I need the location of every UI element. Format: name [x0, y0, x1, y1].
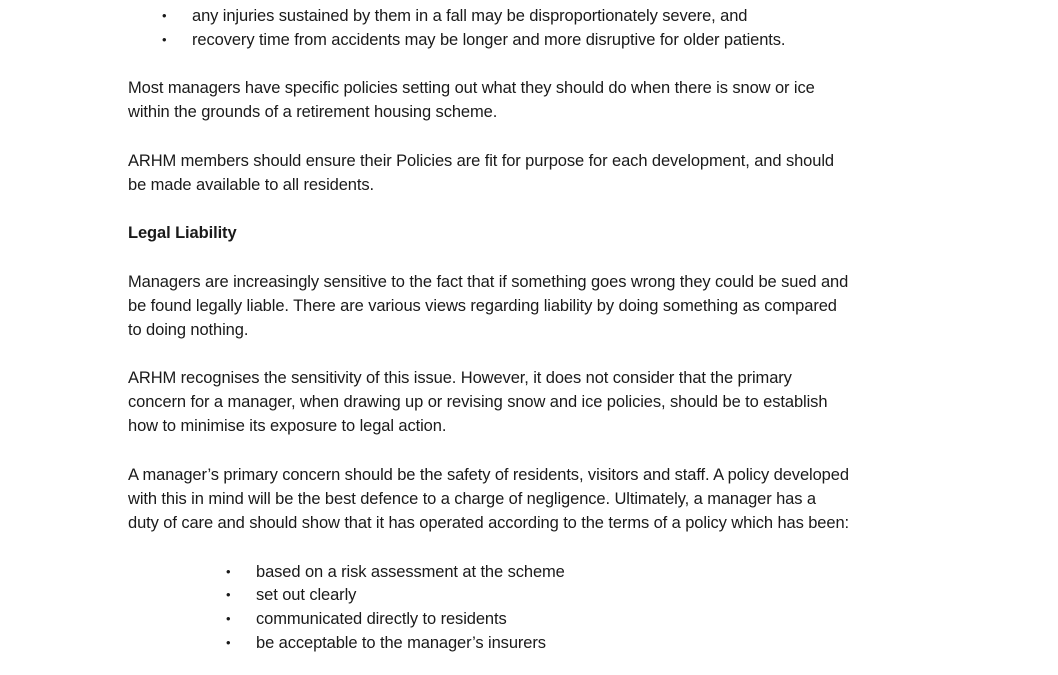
bullet-marker: • — [226, 611, 231, 626]
paragraph-line: with this in mind will be the best defence to a charge of negligence. Ultimately, a manager has a — [128, 490, 816, 508]
bottom-bullet-item: communicated directly to residents — [256, 610, 507, 628]
paragraph-line: A manager’s primary concern should be the safety of residents, visitors and staff. A policy developed — [128, 466, 849, 484]
paragraph-line: be found legally liable. There are various views regarding liability by doing something as compared — [128, 297, 837, 315]
paragraph-line: duty of care and should show that it has operated according to the terms of a policy which has been: — [128, 514, 850, 532]
paragraph-line: ARHM members should ensure their Policies are fit for purpose for each development, and should — [128, 152, 834, 170]
bullet-marker: • — [162, 8, 167, 23]
bullet-marker: • — [226, 564, 231, 579]
bottom-bullet-item: set out clearly — [256, 586, 357, 604]
section-heading: Legal Liability — [128, 224, 237, 242]
paragraph-line: Managers are increasingly sensitive to the fact that if something goes wrong they could be sued and — [128, 273, 849, 291]
paragraph-line: within the grounds of a retirement housing scheme. — [128, 103, 498, 121]
paragraph-line: how to minimise its exposure to legal action. — [128, 417, 447, 435]
paragraph-line: ARHM recognises the sensitivity of this issue. However, it does not consider that the primary — [128, 369, 792, 387]
bottom-bullet-item: be acceptable to the manager’s insurers — [256, 634, 546, 652]
top-bullet-item: recovery time from accidents may be longer and more disruptive for older patients. — [192, 31, 786, 49]
paragraph-line: be made available to all residents. — [128, 176, 374, 194]
bullet-marker: • — [162, 32, 167, 47]
paragraph-line: to doing nothing. — [128, 321, 249, 339]
paragraph-line: concern for a manager, when drawing up or revising snow and ice policies, should be to establish — [128, 393, 828, 411]
paragraph-line: Most managers have specific policies setting out what they should do when there is snow or ice — [128, 79, 815, 97]
bottom-bullet-item: based on a risk assessment at the scheme — [256, 563, 565, 581]
bullet-marker: • — [226, 587, 231, 602]
top-bullet-item: any injuries sustained by them in a fall may be disproportionately severe, and — [192, 7, 748, 25]
bullet-marker: • — [226, 635, 231, 650]
